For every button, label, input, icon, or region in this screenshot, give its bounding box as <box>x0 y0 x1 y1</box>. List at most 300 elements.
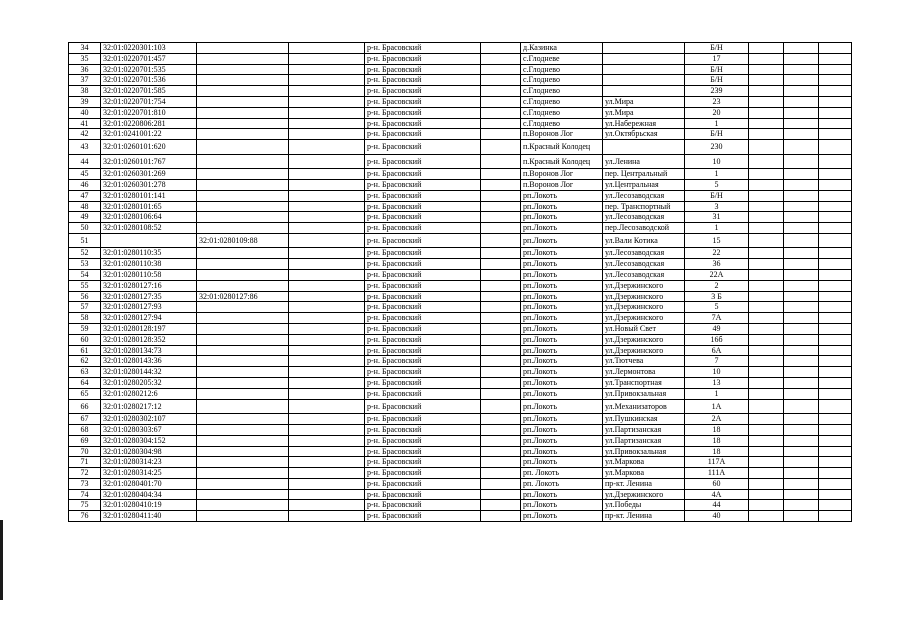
cell-district: р-н. Брасовский <box>365 154 481 169</box>
cell-district: р-н. Брасовский <box>365 313 481 324</box>
cell-empty <box>289 468 365 479</box>
cell-house-number: 20 <box>685 107 749 118</box>
cell-cadastral-number: 32:01:0280108:52 <box>101 223 197 234</box>
cell-empty <box>819 388 852 399</box>
cell-empty <box>784 169 819 180</box>
cell-street: пер. Центральный <box>603 169 685 180</box>
cell-empty <box>481 302 521 313</box>
table-row <box>69 356 852 367</box>
cell-empty <box>749 313 784 324</box>
cell-empty <box>481 324 521 335</box>
cell-house-number: 18 <box>685 435 749 446</box>
cell-empty <box>749 334 784 345</box>
cell-empty <box>819 140 852 155</box>
cell-empty <box>749 75 784 86</box>
cell-empty <box>749 190 784 201</box>
cell-row-number: 72 <box>69 468 101 479</box>
cell-settlement: с.Глоднево <box>521 107 603 118</box>
cell-empty <box>784 129 819 140</box>
cell-settlement: п.Красный Колодец <box>521 154 603 169</box>
cell-previous-cadastral-number <box>197 107 289 118</box>
cell-district: р-н. Брасовский <box>365 201 481 212</box>
cell-empty <box>749 233 784 248</box>
cell-street: ул.Победы <box>603 500 685 511</box>
cell-empty <box>481 511 521 522</box>
cell-street <box>603 140 685 155</box>
cell-empty <box>784 345 819 356</box>
cell-row-number: 61 <box>69 345 101 356</box>
cell-street: ул.Лесозаводская <box>603 259 685 270</box>
cell-empty <box>289 378 365 389</box>
cell-district: р-н. Брасовский <box>365 388 481 399</box>
cell-settlement: рп.Локоть <box>521 446 603 457</box>
cell-empty <box>289 345 365 356</box>
cell-empty <box>289 280 365 291</box>
cell-cadastral-number: 32:01:0241001:22 <box>101 129 197 140</box>
cell-empty <box>289 190 365 201</box>
cell-row-number: 43 <box>69 140 101 155</box>
cell-street: ул.Дзержинского <box>603 489 685 500</box>
cell-house-number: 1 <box>685 118 749 129</box>
cell-empty <box>749 478 784 489</box>
cell-district: р-н. Брасовский <box>365 64 481 75</box>
cell-district: р-н. Брасовский <box>365 212 481 223</box>
cell-settlement: рп.Локоть <box>521 212 603 223</box>
cell-empty <box>819 75 852 86</box>
cell-empty <box>749 511 784 522</box>
cell-street: ул.Вали Котика <box>603 233 685 248</box>
cell-empty <box>289 478 365 489</box>
cell-empty <box>784 179 819 190</box>
cell-empty <box>819 424 852 435</box>
cell-empty <box>289 154 365 169</box>
cell-cadastral-number: 32:01:0280314:23 <box>101 457 197 468</box>
cell-empty <box>289 64 365 75</box>
cell-settlement: с.Глоднево <box>521 75 603 86</box>
cell-cadastral-number: 32:01:0280134:73 <box>101 345 197 356</box>
cell-row-number: 60 <box>69 334 101 345</box>
cell-district: р-н. Брасовский <box>365 96 481 107</box>
cell-empty <box>481 367 521 378</box>
table-row <box>69 291 852 302</box>
cell-house-number: Б/Н <box>685 190 749 201</box>
cell-district: р-н. Брасовский <box>365 248 481 259</box>
cell-settlement: рп.Локоть <box>521 378 603 389</box>
cell-previous-cadastral-number <box>197 313 289 324</box>
cell-settlement: рп.Локоть <box>521 424 603 435</box>
cell-district: р-н. Брасовский <box>365 140 481 155</box>
cell-row-number: 74 <box>69 489 101 500</box>
cell-previous-cadastral-number <box>197 399 289 414</box>
cell-row-number: 57 <box>69 302 101 313</box>
cell-street: пр-кт. Ленина <box>603 478 685 489</box>
cell-empty <box>819 179 852 190</box>
cell-previous-cadastral-number <box>197 190 289 201</box>
cell-previous-cadastral-number <box>197 248 289 259</box>
cell-previous-cadastral-number <box>197 212 289 223</box>
cell-house-number: 111А <box>685 468 749 479</box>
cell-district: р-н. Брасовский <box>365 118 481 129</box>
cell-previous-cadastral-number <box>197 223 289 234</box>
table-row <box>69 414 852 425</box>
cell-previous-cadastral-number <box>197 75 289 86</box>
cell-previous-cadastral-number <box>197 424 289 435</box>
cell-settlement: с.Глоднево <box>521 118 603 129</box>
table-row <box>69 324 852 335</box>
cell-district: р-н. Брасовский <box>365 511 481 522</box>
cell-empty <box>481 53 521 64</box>
cell-street <box>603 75 685 86</box>
cell-empty <box>784 190 819 201</box>
cell-empty <box>481 500 521 511</box>
cell-empty <box>749 500 784 511</box>
cell-settlement: п.Воронов Лог <box>521 169 603 180</box>
cell-empty <box>819 378 852 389</box>
cell-empty <box>749 86 784 97</box>
cell-empty <box>819 259 852 270</box>
cell-district: р-н. Брасовский <box>365 424 481 435</box>
cell-street: ул.Центральная <box>603 179 685 190</box>
cell-settlement: рп.Локоть <box>521 367 603 378</box>
cell-empty <box>749 302 784 313</box>
cell-cadastral-number: 32:01:0280110:38 <box>101 259 197 270</box>
cell-empty <box>481 388 521 399</box>
cell-settlement: п.Красный Колодец <box>521 140 603 155</box>
cell-cadastral-number: 32:01:0280205:32 <box>101 378 197 389</box>
cell-empty <box>481 345 521 356</box>
cell-house-number: 23 <box>685 96 749 107</box>
cell-empty <box>481 190 521 201</box>
cell-empty <box>289 500 365 511</box>
cell-house-number: 18 <box>685 446 749 457</box>
cell-empty <box>819 367 852 378</box>
cell-empty <box>784 457 819 468</box>
cell-cadastral-number: 32:01:0280401:70 <box>101 478 197 489</box>
table-row <box>69 179 852 190</box>
cell-previous-cadastral-number <box>197 201 289 212</box>
cell-cadastral-number: 32:01:0280314:25 <box>101 468 197 479</box>
cell-empty <box>289 118 365 129</box>
table-row <box>69 270 852 281</box>
cell-empty <box>819 270 852 281</box>
cell-empty <box>749 489 784 500</box>
cell-settlement: рп.Локоть <box>521 190 603 201</box>
cell-street: ул.Дзержинского <box>603 334 685 345</box>
cell-settlement: рп. Локоть <box>521 468 603 479</box>
cell-empty <box>819 489 852 500</box>
cell-empty <box>784 212 819 223</box>
cell-previous-cadastral-number <box>197 511 289 522</box>
cell-cadastral-number: 32:01:0280303:67 <box>101 424 197 435</box>
table-row <box>69 489 852 500</box>
cell-previous-cadastral-number <box>197 169 289 180</box>
cell-empty <box>481 291 521 302</box>
cell-empty <box>784 96 819 107</box>
cell-house-number: 31 <box>685 212 749 223</box>
cell-street: ул.Новый Свет <box>603 324 685 335</box>
cell-row-number: 69 <box>69 435 101 446</box>
cell-settlement: рп.Локоть <box>521 223 603 234</box>
cell-empty <box>289 169 365 180</box>
cell-empty <box>819 212 852 223</box>
cell-row-number: 49 <box>69 212 101 223</box>
cell-empty <box>819 345 852 356</box>
cell-street: ул.Дзержинского <box>603 313 685 324</box>
cell-empty <box>481 446 521 457</box>
table-row <box>69 435 852 446</box>
cell-empty <box>819 478 852 489</box>
cell-empty <box>481 414 521 425</box>
cell-street: пер.Лесозаводской <box>603 223 685 234</box>
cell-settlement: рп.Локоть <box>521 356 603 367</box>
cell-empty <box>481 489 521 500</box>
cell-previous-cadastral-number <box>197 280 289 291</box>
cell-district: р-н. Брасовский <box>365 378 481 389</box>
cell-empty <box>784 435 819 446</box>
cell-district: р-н. Брасовский <box>365 259 481 270</box>
cell-district: р-н. Брасовский <box>365 478 481 489</box>
cell-previous-cadastral-number <box>197 43 289 54</box>
cell-previous-cadastral-number <box>197 96 289 107</box>
cell-empty <box>749 201 784 212</box>
table-row <box>69 280 852 291</box>
cell-empty <box>289 489 365 500</box>
cell-empty <box>784 86 819 97</box>
cell-empty <box>749 324 784 335</box>
cell-house-number: 10 <box>685 367 749 378</box>
cell-empty <box>749 424 784 435</box>
cell-settlement: рп.Локоть <box>521 248 603 259</box>
cell-district: р-н. Брасовский <box>365 345 481 356</box>
cell-row-number: 63 <box>69 367 101 378</box>
cell-empty <box>819 96 852 107</box>
cell-row-number: 38 <box>69 86 101 97</box>
table-row <box>69 118 852 129</box>
cell-house-number: 1 <box>685 388 749 399</box>
cell-empty <box>819 324 852 335</box>
cell-empty <box>819 118 852 129</box>
cell-settlement: рп.Локоть <box>521 280 603 291</box>
cell-settlement: с.Глоднево <box>521 96 603 107</box>
cell-district: р-н. Брасовский <box>365 190 481 201</box>
table-row <box>69 367 852 378</box>
cell-previous-cadastral-number <box>197 468 289 479</box>
cell-previous-cadastral-number <box>197 334 289 345</box>
cell-settlement: рп.Локоть <box>521 291 603 302</box>
cell-row-number: 59 <box>69 324 101 335</box>
cell-empty <box>289 96 365 107</box>
table-row <box>69 345 852 356</box>
table-row <box>69 248 852 259</box>
cell-street <box>603 53 685 64</box>
cell-house-number: 4А <box>685 489 749 500</box>
cell-previous-cadastral-number <box>197 64 289 75</box>
cell-cadastral-number: 32:01:0280128:197 <box>101 324 197 335</box>
cell-settlement: рп.Локоть <box>521 457 603 468</box>
cell-empty <box>481 334 521 345</box>
cell-cadastral-number: 32:01:0280110:58 <box>101 270 197 281</box>
cell-empty <box>784 399 819 414</box>
table-row <box>69 129 852 140</box>
cell-house-number: 2 <box>685 280 749 291</box>
cell-empty <box>784 75 819 86</box>
table-row <box>69 399 852 414</box>
cell-empty <box>481 118 521 129</box>
table-row <box>69 86 852 97</box>
cell-empty <box>749 212 784 223</box>
cell-cadastral-number <box>101 233 197 248</box>
cell-street: ул.Дзержинского <box>603 302 685 313</box>
cell-cadastral-number: 32:01:0220701:457 <box>101 53 197 64</box>
table-row <box>69 457 852 468</box>
cell-settlement: с.Глоднево <box>521 86 603 97</box>
scan-edge-mark <box>0 520 3 600</box>
cell-row-number: 37 <box>69 75 101 86</box>
cell-cadastral-number: 32:01:0280106:64 <box>101 212 197 223</box>
cell-empty <box>289 313 365 324</box>
cell-settlement: рп.Локоть <box>521 233 603 248</box>
cell-row-number: 45 <box>69 169 101 180</box>
table-row <box>69 223 852 234</box>
cell-empty <box>819 248 852 259</box>
cell-district: р-н. Брасовский <box>365 233 481 248</box>
cell-cadastral-number: 32:01:0280410:19 <box>101 500 197 511</box>
cell-empty <box>819 86 852 97</box>
cell-street: ул.Транспортная <box>603 378 685 389</box>
cell-house-number: Б/Н <box>685 75 749 86</box>
cell-empty <box>481 248 521 259</box>
cell-house-number: 18 <box>685 424 749 435</box>
cell-empty <box>819 53 852 64</box>
cell-empty <box>819 334 852 345</box>
cell-row-number: 64 <box>69 378 101 389</box>
cell-row-number: 65 <box>69 388 101 399</box>
cell-empty <box>784 378 819 389</box>
cell-house-number: Б/Н <box>685 64 749 75</box>
cell-settlement: рп.Локоть <box>521 334 603 345</box>
table-row <box>69 468 852 479</box>
cell-empty <box>289 302 365 313</box>
cell-empty <box>749 107 784 118</box>
cell-empty <box>289 424 365 435</box>
table-row <box>69 424 852 435</box>
cell-empty <box>749 270 784 281</box>
cell-settlement: рп.Локоть <box>521 388 603 399</box>
table-row <box>69 233 852 248</box>
cell-empty <box>819 129 852 140</box>
cell-empty <box>784 302 819 313</box>
cell-street: ул.Октябрьская <box>603 129 685 140</box>
cell-empty <box>749 223 784 234</box>
cell-empty <box>819 313 852 324</box>
cell-street <box>603 43 685 54</box>
cell-empty <box>819 280 852 291</box>
table-body <box>69 43 852 522</box>
cell-house-number: 1 <box>685 169 749 180</box>
cell-empty <box>749 43 784 54</box>
cell-row-number: 62 <box>69 356 101 367</box>
cell-cadastral-number: 32:01:0220701:810 <box>101 107 197 118</box>
cell-house-number: 2А <box>685 414 749 425</box>
cell-empty <box>784 43 819 54</box>
table-row <box>69 500 852 511</box>
cell-empty <box>819 457 852 468</box>
cell-previous-cadastral-number <box>197 457 289 468</box>
cell-district: р-н. Брасовский <box>365 457 481 468</box>
cell-settlement: рп.Локоть <box>521 259 603 270</box>
cell-settlement: рп.Локоть <box>521 302 603 313</box>
cell-empty <box>749 446 784 457</box>
cell-empty <box>481 378 521 389</box>
cell-district: р-н. Брасовский <box>365 179 481 190</box>
cell-district: р-н. Брасовский <box>365 399 481 414</box>
cell-empty <box>784 500 819 511</box>
cell-empty <box>289 179 365 190</box>
cell-street: ул.Дзержинского <box>603 280 685 291</box>
table-row <box>69 169 852 180</box>
cell-empty <box>289 356 365 367</box>
cell-house-number: 44 <box>685 500 749 511</box>
cell-empty <box>289 414 365 425</box>
cell-empty <box>784 248 819 259</box>
cell-previous-cadastral-number <box>197 154 289 169</box>
cell-cadastral-number: 32:01:0220701:536 <box>101 75 197 86</box>
cell-house-number: 5 <box>685 179 749 190</box>
cell-empty <box>749 280 784 291</box>
cell-empty <box>289 233 365 248</box>
cell-empty <box>481 233 521 248</box>
cell-previous-cadastral-number <box>197 118 289 129</box>
cell-district: р-н. Брасовский <box>365 291 481 302</box>
cell-previous-cadastral-number <box>197 270 289 281</box>
cell-house-number: 40 <box>685 511 749 522</box>
cell-row-number: 54 <box>69 270 101 281</box>
cell-empty <box>784 140 819 155</box>
cell-empty <box>481 129 521 140</box>
cell-settlement: п.Воронов Лог <box>521 179 603 190</box>
cell-district: р-н. Брасовский <box>365 43 481 54</box>
cell-row-number: 34 <box>69 43 101 54</box>
cell-empty <box>784 53 819 64</box>
cell-house-number: Б/Н <box>685 129 749 140</box>
cell-empty <box>819 201 852 212</box>
cell-empty <box>289 140 365 155</box>
cell-row-number: 52 <box>69 248 101 259</box>
cell-row-number: 68 <box>69 424 101 435</box>
cell-empty <box>819 190 852 201</box>
table-row <box>69 511 852 522</box>
cell-empty <box>749 388 784 399</box>
cell-previous-cadastral-number <box>197 53 289 64</box>
cell-empty <box>749 356 784 367</box>
cell-empty <box>784 118 819 129</box>
cell-empty <box>819 154 852 169</box>
cell-street: ул.Механизаторов <box>603 399 685 414</box>
cell-empty <box>749 345 784 356</box>
cell-empty <box>481 169 521 180</box>
cell-house-number: 16б <box>685 334 749 345</box>
cell-street: ул.Лесозаводская <box>603 212 685 223</box>
cell-empty <box>784 511 819 522</box>
cell-house-number: 22 <box>685 248 749 259</box>
cell-settlement: рп.Локоть <box>521 489 603 500</box>
cell-empty <box>289 446 365 457</box>
cell-previous-cadastral-number <box>197 435 289 446</box>
cell-empty <box>784 313 819 324</box>
table-row <box>69 75 852 86</box>
cell-empty <box>819 223 852 234</box>
cell-street: ул.Мира <box>603 96 685 107</box>
